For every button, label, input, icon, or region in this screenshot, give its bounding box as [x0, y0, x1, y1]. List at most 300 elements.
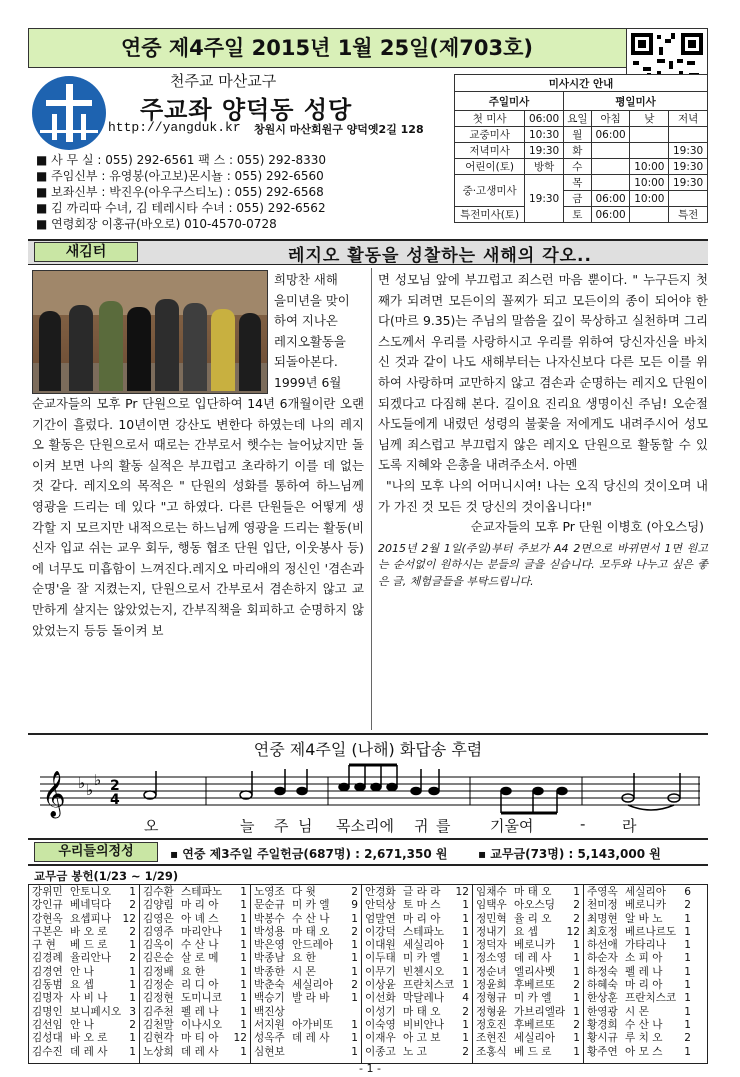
donor-saint-name: 이나시오 — [181, 1018, 222, 1031]
donor-row — [474, 1006, 582, 1019]
donor-count: 1 — [684, 979, 691, 992]
lyric-syllable: 를 — [436, 817, 451, 835]
donor-count: 1 — [573, 952, 580, 965]
donor-count: 1 — [573, 886, 580, 898]
mass-cell: 교중미사 — [455, 127, 525, 143]
donor-row — [141, 1019, 249, 1032]
mass-cell — [630, 143, 669, 159]
mass-cell: 10:00 — [630, 175, 669, 191]
donor-name: 최호정 — [587, 925, 618, 938]
donor-row — [363, 1032, 471, 1045]
article-line: 1999년 6월 — [274, 374, 342, 390]
donor-row — [141, 952, 249, 965]
donor-saint-name: 마 태 오 — [292, 925, 330, 938]
donor-count: 1 — [129, 939, 136, 952]
article-line: 희망찬 새해 — [274, 272, 338, 287]
donor-count: 1 — [573, 965, 580, 978]
donor-name: 김경례 — [32, 952, 63, 965]
donor-row — [363, 913, 471, 926]
offering-rule — [28, 838, 708, 840]
article-quote: "나의 모후 나의 어머니시여! 나는 오직 당신의 것이오며 내가 가진 것 모든 것 당신의 것이옵니다!" — [378, 477, 708, 514]
donor-row — [474, 979, 582, 992]
donor-count: 1 — [684, 965, 691, 978]
donor-saint-name: 스테파노 — [181, 886, 222, 898]
donor-name: 안덕상 — [365, 899, 396, 912]
donor-row — [585, 926, 693, 939]
mass-cell: 06:00 — [525, 111, 564, 127]
donor-row — [363, 899, 471, 912]
donor-name: 노상희 — [143, 1045, 174, 1058]
mass-cell: 특전 — [669, 207, 708, 223]
mass-cell — [591, 143, 630, 159]
mass-cell: 19:30 — [525, 143, 564, 159]
mass-cell: 어린이(토) — [455, 159, 525, 175]
mass-cell: 금 — [563, 191, 591, 207]
donor-count: 1 — [240, 939, 247, 952]
donor-saint-name: 아가비또 — [292, 1018, 333, 1031]
mass-cell: 목 — [563, 175, 591, 191]
donor-name: 조현진 — [476, 1032, 507, 1045]
donor-saint-name: 요 셉 — [70, 979, 94, 992]
donor-row — [474, 1032, 582, 1045]
article-tag: 새김터 — [34, 242, 138, 262]
notice-text: 2015년 2월 1일(주일)부터 주보가 A4 2면으로 바뀌면서 1면 원고는 순서없이 원하시는 분들의 글을 싣습니다. 모두와 나누고 싶은 좋은 글, 체험글들을 부탁드립니다. — [378, 541, 708, 588]
donor-row — [585, 1006, 693, 1019]
donor-saint-name: 데 레 사 — [70, 1045, 108, 1058]
donor-count: 1 — [462, 912, 469, 925]
donor-row — [585, 1032, 693, 1045]
donor-row — [474, 913, 582, 926]
donor-column-divider — [361, 884, 362, 1064]
mass-cell: 중·고생미사 — [455, 175, 525, 207]
donor-saint-name: 글 라 라 — [403, 886, 441, 898]
donor-saint-name: 세실리아 — [625, 886, 666, 898]
donor-count: 1 — [462, 979, 469, 992]
donor-row — [474, 1019, 582, 1032]
lyric-syllable: 귀 — [414, 817, 429, 835]
donor-saint-name: 베로니카 — [625, 899, 666, 912]
donor-count: 12 — [566, 925, 580, 938]
mass-cell: 방학 — [525, 159, 564, 175]
donor-saint-name: 마리안나 — [181, 925, 222, 938]
donor-name: 김정현 — [143, 992, 174, 1005]
weekday-mass-label: 평일미사 — [563, 92, 707, 111]
donor-name: 박성용 — [254, 925, 285, 938]
mass-cell — [591, 175, 630, 191]
donor-row — [585, 1019, 693, 1032]
article-title: 레지오 활동을 성찰하는 새해의 각오.. — [288, 246, 592, 266]
donor-column-divider — [250, 884, 251, 1064]
donor-count: 1 — [573, 1032, 580, 1045]
donor-row — [363, 939, 471, 952]
lyric-syllable: 늘 — [240, 817, 255, 835]
donor-saint-name: 다 윗 — [292, 886, 316, 898]
donor-saint-name: 베 드 로 — [514, 1045, 552, 1058]
donor-name: 박종남 — [254, 952, 285, 965]
donor-name: 김동범 — [32, 979, 63, 992]
donor-saint-name: 데 레 사 — [181, 1045, 219, 1058]
lyric-syllable: - — [580, 815, 586, 833]
donor-count: 1 — [462, 899, 469, 912]
donor-name: 천미정 — [587, 899, 618, 912]
donor-row — [474, 926, 582, 939]
donor-name: 한영광 — [587, 1005, 618, 1018]
donor-row — [252, 1006, 360, 1019]
donor-saint-name: 마 리 아 — [403, 912, 441, 925]
donor-count: 1 — [351, 1018, 358, 1031]
donor-saint-name: 막달레나 — [403, 992, 444, 1005]
donor-row — [141, 939, 249, 952]
donor-name: 김천말 — [143, 1018, 174, 1031]
donor-count: 2 — [351, 886, 358, 898]
donor-saint-name: 데 레 사 — [292, 1032, 330, 1045]
psalm-rule — [28, 733, 708, 735]
donor-count: 1 — [462, 1032, 469, 1045]
donor-row — [585, 913, 693, 926]
donor-saint-name: 미 카 엘 — [403, 952, 441, 965]
donor-name: 노영조 — [254, 886, 285, 898]
donor-count: 1 — [684, 1018, 691, 1031]
svg-text:♭: ♭ — [86, 781, 94, 799]
donor-count: 12 — [122, 912, 136, 925]
donor-count: 1 — [240, 1005, 247, 1018]
donor-count: 1 — [684, 1045, 691, 1058]
lyric-syllable: 목소리에 — [336, 817, 394, 835]
donor-name: 황경희 — [587, 1018, 618, 1031]
donor-row — [141, 913, 249, 926]
donor-name: 김주천 — [143, 1005, 174, 1018]
diocese-name: 천주교 마산교구 — [170, 72, 277, 90]
donor-saint-name: 프란치스코 — [625, 992, 677, 1005]
donor-count: 1 — [240, 886, 247, 898]
donor-saint-name: 가타리나 — [625, 939, 666, 952]
donor-row — [363, 926, 471, 939]
donor-row — [363, 1019, 471, 1032]
donor-saint-name: 마 태 오 — [514, 886, 552, 898]
donor-saint-name: 요 셉 — [514, 925, 538, 938]
donor-name: 정형규 — [476, 992, 507, 1005]
donor-name: 이두태 — [365, 952, 396, 965]
issue-title: 연중 제4주일 2015년 1월 25일(제703호) — [120, 36, 534, 60]
donor-saint-name: 요 한 — [181, 965, 205, 978]
donor-row — [30, 913, 138, 926]
donor-saint-name: 시 몬 — [625, 1005, 649, 1018]
donor-count: 6 — [684, 886, 691, 898]
mass-cell: 19:30 — [525, 175, 564, 223]
donor-row — [252, 926, 360, 939]
donor-saint-name: 보니페시오 — [70, 1005, 122, 1018]
donor-row — [252, 1019, 360, 1032]
donor-saint-name: 수 산 나 — [292, 912, 330, 925]
donor-name: 이재우 — [365, 1032, 396, 1045]
donor-row — [30, 1006, 138, 1019]
donor-name: 김경연 — [32, 965, 63, 978]
donor-name: 이성기 — [365, 1005, 396, 1018]
donor-saint-name: 토 마 스 — [403, 899, 441, 912]
article-signature: 순교자들의 모후 Pr 단원 이병호 (아오스딩) — [470, 519, 704, 535]
donor-column-divider — [472, 884, 473, 1064]
donor-count: 1 — [462, 939, 469, 952]
donor-row — [30, 966, 138, 979]
donor-name: 이선화 — [365, 992, 396, 1005]
staff-line: ■ 김 까리따 수녀, 김 테레시타 수녀 : 055) 292-6562 — [36, 201, 326, 215]
donor-saint-name: 마 태 오 — [403, 1005, 441, 1018]
donor-row — [585, 952, 693, 965]
mass-cell: 특전미사(토) — [455, 207, 525, 223]
donor-name: 김영은 — [143, 912, 174, 925]
donor-count: 1 — [351, 912, 358, 925]
donor-name: 김옥이 — [143, 939, 174, 952]
donor-name: 김정순 — [143, 979, 174, 992]
donor-saint-name: 스테파노 — [403, 925, 444, 938]
mass-cell: 낮 — [630, 111, 669, 127]
svg-text:♭: ♭ — [94, 771, 102, 789]
donor-row — [474, 952, 582, 965]
mass-cell — [669, 127, 708, 143]
donor-name: 강인규 — [32, 899, 63, 912]
donor-saint-name: 안 나 — [70, 965, 94, 978]
donor-row — [141, 992, 249, 1005]
donor-rule — [28, 864, 708, 866]
donor-saint-name: 발 라 바 — [292, 992, 330, 1005]
donor-name: 김영주 — [143, 925, 174, 938]
donor-column — [252, 886, 360, 1059]
parish-logo-icon — [32, 76, 106, 150]
donor-saint-name: 프란치스코 — [403, 979, 455, 992]
mass-cell: 토 — [563, 207, 591, 223]
donor-name: 하정숙 — [587, 965, 618, 978]
donor-saint-name: 펠 레 나 — [181, 1005, 219, 1018]
donor-name: 박은영 — [254, 939, 285, 952]
group-photo — [32, 270, 268, 394]
mass-title: 미사시간 안내 — [455, 75, 708, 92]
donor-row — [585, 899, 693, 912]
donor-saint-name: 소 피 아 — [625, 952, 663, 965]
donor-count: 1 — [351, 952, 358, 965]
svg-text:𝄞: 𝄞 — [42, 771, 66, 817]
donor-row — [252, 913, 360, 926]
donor-saint-name: 가브리엘라 — [514, 1005, 566, 1018]
donor-row — [252, 952, 360, 965]
mass-cell — [630, 207, 669, 223]
donor-row — [141, 1032, 249, 1045]
donor-saint-name: 세실리아 — [292, 979, 333, 992]
donor-name: 강현옥 — [32, 912, 63, 925]
donor-row — [30, 926, 138, 939]
donor-row — [141, 966, 249, 979]
donor-saint-name: 바 오 로 — [70, 925, 108, 938]
donor-name: 심현보 — [254, 1045, 285, 1058]
donor-saint-name: 수 산 나 — [181, 939, 219, 952]
donor-count: 1 — [573, 992, 580, 1005]
donor-count: 1 — [462, 1018, 469, 1031]
donor-saint-name: 사 비 나 — [70, 992, 108, 1005]
donor-count: 1 — [351, 965, 358, 978]
donor-count: 2 — [462, 1045, 469, 1058]
lyric-syllable: 기울여 — [490, 817, 534, 835]
mass-cell: 저녁 — [669, 111, 708, 127]
donor-count: 2 — [129, 952, 136, 965]
donor-name: 엄말연 — [365, 912, 396, 925]
article-right-body — [378, 270, 708, 590]
donor-name: 정소영 — [476, 952, 507, 965]
donor-count: 1 — [129, 965, 136, 978]
mass-cell: 수 — [563, 159, 591, 175]
donor-count: 2 — [129, 1018, 136, 1031]
donor-count: 1 — [240, 912, 247, 925]
donor-row — [252, 992, 360, 1005]
donor-name: 하혜숙 — [587, 979, 618, 992]
donor-count: 2 — [573, 899, 580, 912]
mass-cell: 요일 — [563, 111, 591, 127]
donor-row — [30, 992, 138, 1005]
mass-cell: 19:30 — [669, 175, 708, 191]
donor-name: 안경화 — [365, 886, 396, 898]
donor-name: 문순규 — [254, 899, 285, 912]
page-number: - 1 - — [359, 1062, 381, 1075]
time-signature-top: 2 — [110, 778, 120, 794]
donor-name: 임택우 — [476, 899, 507, 912]
donor-name: 정호진 — [476, 1018, 507, 1031]
donor-count: 2 — [573, 1018, 580, 1031]
donor-count: 9 — [351, 899, 358, 912]
donor-row — [585, 979, 693, 992]
donor-row — [585, 1046, 693, 1059]
donor-count: 1 — [351, 939, 358, 952]
donor-saint-name: 안 나 — [70, 1018, 94, 1031]
mass-cell: 19:30 — [669, 159, 708, 175]
donor-name: 황시규 — [587, 1032, 618, 1045]
staff-line: ■ 보좌신부 : 박진우(아우구스티노) : 055) 292-6568 — [36, 185, 324, 199]
donor-saint-name: 데 레 사 — [514, 952, 552, 965]
donor-name: 박춘숙 — [254, 979, 285, 992]
donor-count: 2 — [684, 1032, 691, 1045]
parish-url-link[interactable]: http://yangduk.kr — [108, 120, 241, 135]
donor-row — [30, 939, 138, 952]
parish-address: 창원시 마산회원구 양덕옛2길 128 — [254, 123, 424, 136]
donor-name: 백승기 — [254, 992, 285, 1005]
donor-count: 1 — [573, 1005, 580, 1018]
donor-saint-name: 알 바 노 — [625, 912, 663, 925]
donor-name: 조홍식 — [476, 1045, 507, 1058]
donor-name: 이강덕 — [365, 925, 396, 938]
donor-row — [585, 966, 693, 979]
donor-name: 이무기 — [365, 965, 396, 978]
donor-row — [363, 886, 471, 899]
svg-text:♭: ♭ — [78, 774, 86, 792]
donor-saint-name: 안토니오 — [70, 886, 111, 898]
donor-row — [363, 1046, 471, 1059]
donor-saint-name: 시 몬 — [292, 965, 316, 978]
donor-name: 주영옥 — [587, 886, 618, 898]
lyrics — [28, 815, 708, 835]
donor-count: 1 — [129, 1045, 136, 1058]
donor-count: 1 — [240, 952, 247, 965]
donor-column — [141, 886, 249, 1059]
column-divider — [371, 268, 372, 730]
donor-saint-name: 후베르또 — [514, 979, 555, 992]
donor-count: 1 — [129, 992, 136, 1005]
donor-column — [30, 886, 138, 1059]
donor-row — [252, 899, 360, 912]
mass-cell: 06:00 — [591, 127, 630, 143]
donor-count: 1 — [240, 899, 247, 912]
donor-row — [30, 1032, 138, 1045]
donor-name: 구 현 — [32, 939, 56, 952]
donor-name: 백진상 — [254, 1005, 285, 1018]
donor-count: 1 — [573, 939, 580, 952]
donor-name: 김선임 — [32, 1018, 63, 1031]
donor-name: 김명자 — [32, 992, 63, 1005]
mass-cell — [669, 191, 708, 207]
donor-row — [30, 1019, 138, 1032]
donor-name: 김명인 — [32, 1005, 63, 1018]
donor-row — [30, 1046, 138, 1059]
donor-name: 구본은 — [32, 925, 63, 938]
tithe-offering: ▪ 교무금(73명) : 5,143,000 원 — [478, 847, 661, 861]
donor-name: 김수환 — [143, 886, 174, 898]
article-line: 레지오활동을 — [274, 333, 346, 349]
donor-count: 1 — [573, 1045, 580, 1058]
donor-saint-name: 베로니카 — [514, 939, 555, 952]
donor-count: 3 — [129, 1005, 136, 1018]
mass-cell: 19:30 — [669, 143, 708, 159]
donor-saint-name: 아오스딩 — [514, 899, 555, 912]
donor-name: 이숙영 — [365, 1018, 396, 1031]
donor-row — [252, 939, 360, 952]
donor-name: 임채수 — [476, 886, 507, 898]
mass-cell: 10:30 — [525, 127, 564, 143]
donor-saint-name: 마 리 아 — [181, 899, 219, 912]
donor-count: 2 — [351, 925, 358, 938]
donor-count: 1 — [240, 965, 247, 978]
donor-row — [252, 979, 360, 992]
donor-row — [141, 926, 249, 939]
mass-cell — [591, 159, 630, 175]
donor-saint-name: 율리안나 — [70, 952, 111, 965]
donor-saint-name: 수 산 나 — [625, 1018, 663, 1031]
donor-name: 황주연 — [587, 1045, 618, 1058]
staff-line: ■ 연령회장 이홍규(바오로) 010-4570-0728 — [36, 217, 277, 231]
donor-row — [141, 899, 249, 912]
donor-name: 성옥주 — [254, 1032, 285, 1045]
donor-count: 1 — [351, 992, 358, 1005]
donor-count: 1 — [462, 965, 469, 978]
donor-saint-name: 요셉피나 — [70, 912, 111, 925]
mass-cell: 첫 미사 — [455, 111, 525, 127]
donor-name: 김정배 — [143, 965, 174, 978]
article-paragraph: 순교자들의 모후 Pr 단원으로 입단하여 14년 6개월이란 오랜 기간이 흘렀다. 10년이면 강산도 변한다 하였는데 나의 레지오 활동은 단원으로서 때로는 간부로서 햇수는 늘어났지만 돌이켜 보면 나의 활동 실적은 부끄럽고 초라하기 이를 데 없는 것 같다. 레지오의 목적은 " 단원의 성화를 통하여 하느님께 영광을 드리는 데 있다 "고 하였다. 다른 단원들은 어떻게 생각할 지 모르지만 내적으로는 하느님께 영광을 드리는 활동(비신자 입교 쉬는 교우 회두, 행동 협조 단원 입단, 이웃봉사 등)에 너무도 미흡함이 느껴진다.레지오 마리애의 정신인 '겸손과 순명'을 잘 지켰는지, 단원으로서 간부로서 겸손하지 않고 교만하게 살지는 않았었는지, 간부직책을 회피하고 순명하지 않았었는지 등등 돌이켜 보 — [32, 396, 364, 638]
donor-saint-name: 루 치 오 — [625, 1032, 663, 1045]
article-line: 하여 지나온 — [274, 313, 338, 329]
parish-name: 주교좌 양덕동 성당 — [140, 96, 353, 124]
donor-count: 2 — [573, 979, 580, 992]
donor-count: 1 — [129, 979, 136, 992]
donor-count: 2 — [462, 1005, 469, 1018]
donor-row — [363, 979, 471, 992]
donor-name: 김수진 — [32, 1045, 63, 1058]
donor-count: 1 — [240, 992, 247, 1005]
article-left-top — [274, 270, 364, 394]
donor-name: 이상윤 — [365, 979, 396, 992]
donor-name: 박봉수 — [254, 912, 285, 925]
donor-count: 2 — [129, 925, 136, 938]
donor-name: 정윤희 — [476, 979, 507, 992]
mass-cell: 06:00 — [591, 191, 630, 207]
donor-count: 1 — [684, 912, 691, 925]
donor-row — [585, 939, 693, 952]
mass-cell: 저녁미사 — [455, 143, 525, 159]
